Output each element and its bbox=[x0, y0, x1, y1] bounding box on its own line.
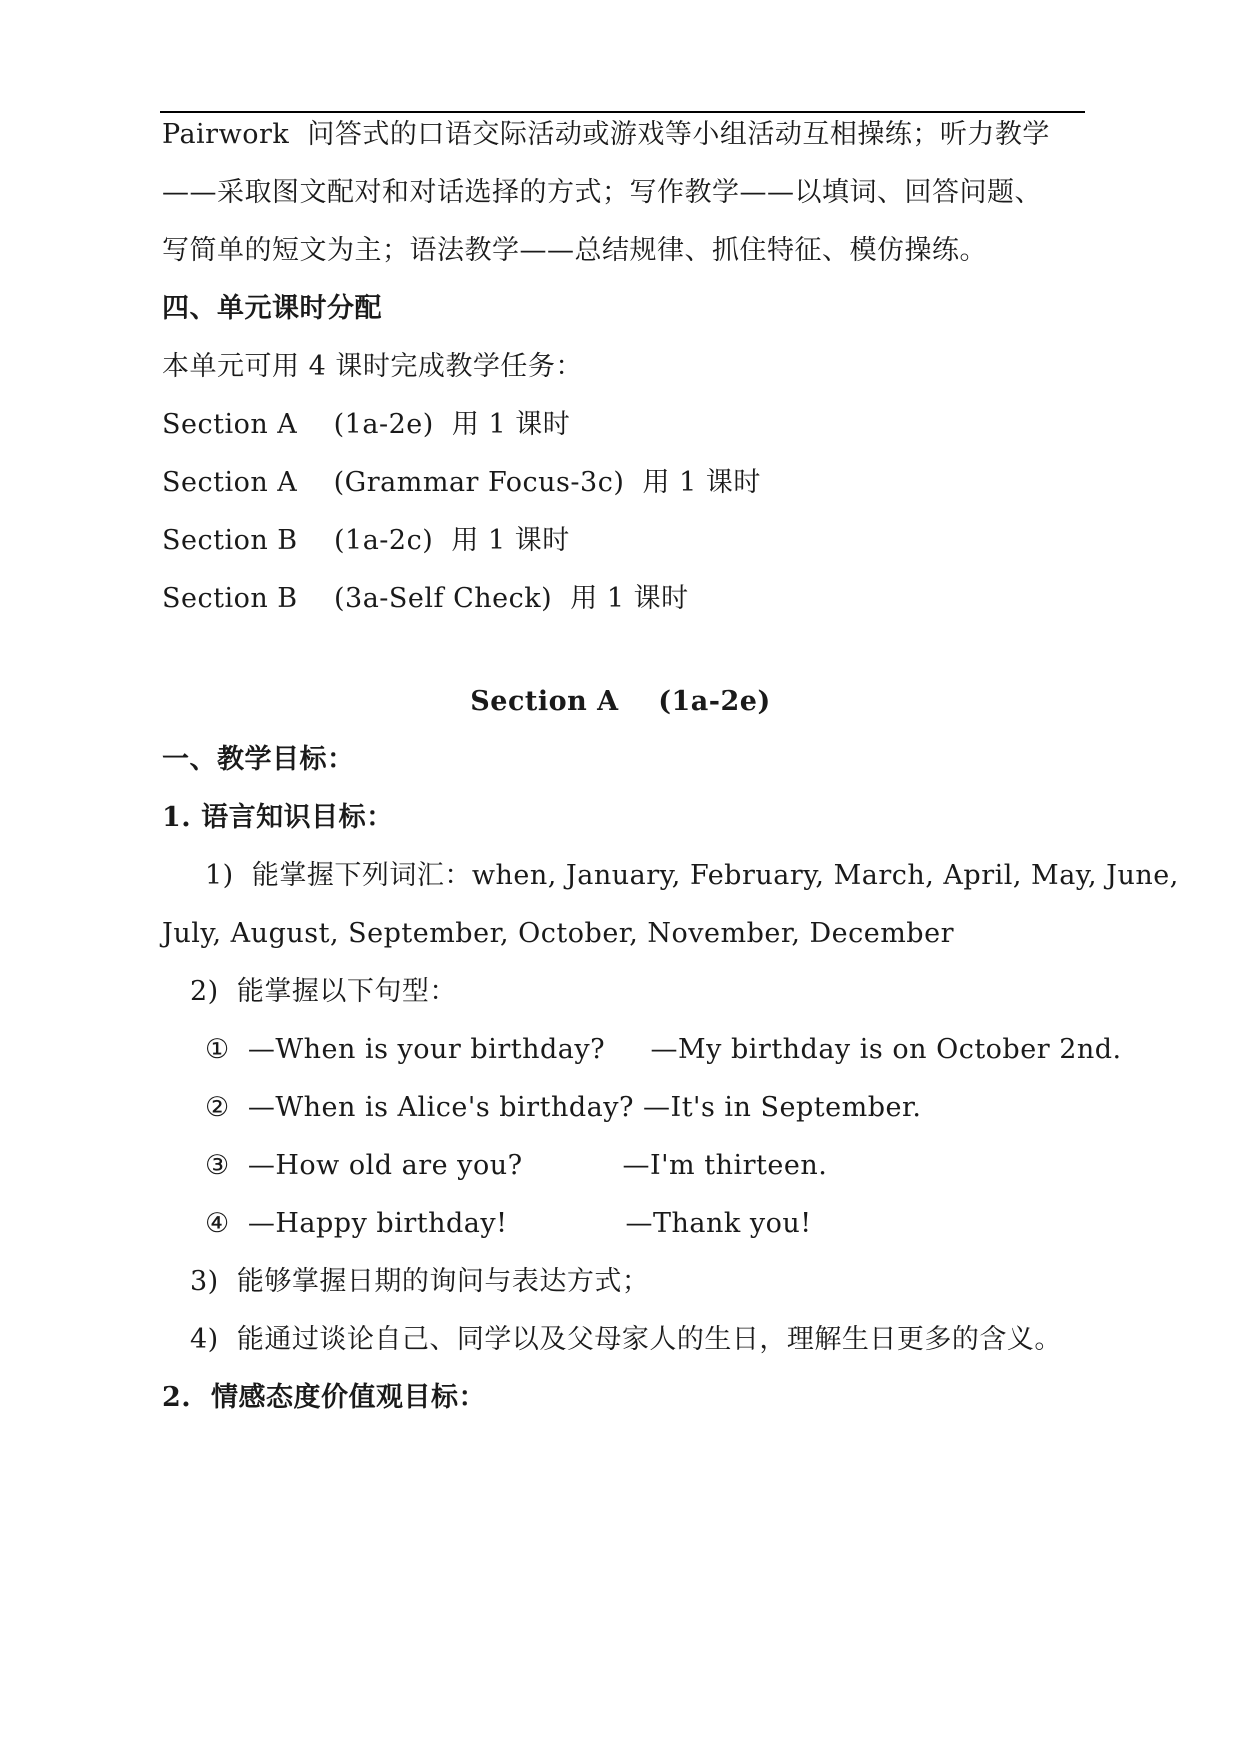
sentence-pattern: ③ —How old are you? —I'm thirteen. bbox=[205, 1150, 828, 1181]
paragraph-line: 写简单的短文为主；语法教学——总结规律、抓住特征、模仿操练。 bbox=[162, 235, 987, 266]
objective-item: 4) 能通过谈论自己、同学以及父母家人的生日，理解生日更多的含义。 bbox=[190, 1324, 1062, 1355]
objective-item: 3) 能够掌握日期的询问与表达方式； bbox=[190, 1266, 650, 1297]
header-rule bbox=[160, 111, 1085, 113]
objective-item: 1) 能掌握下列词汇：when, January, February, March, April, May, June, bbox=[205, 860, 1179, 891]
attitude-objectives-heading: 2. 情感态度价值观目标： bbox=[162, 1382, 486, 1413]
schedule-item: Section B (1a-2c) 用 1 课时 bbox=[162, 525, 570, 556]
sentence-pattern: ② —When is Alice's birthday? —It's in September. bbox=[205, 1092, 922, 1123]
sentence-pattern: ④ —Happy birthday! —Thank you! bbox=[205, 1208, 812, 1239]
paragraph-line: ——采取图文配对和对话选择的方式；写作教学——以填词、回答问题、 bbox=[162, 177, 1042, 208]
section-heading: 四、单元课时分配 bbox=[162, 293, 382, 324]
section-title: Section A (1a-2e) bbox=[470, 686, 771, 717]
sentence-pattern: ① —When is your birthday? —My birthday is on October 2nd. bbox=[205, 1034, 1122, 1065]
paragraph-line: Pairwork 问答式的口语交际活动或游戏等小组活动互相操练；听力教学 bbox=[162, 119, 1050, 150]
schedule-item: Section A (1a-2e) 用 1 课时 bbox=[162, 409, 571, 440]
intro-text: 本单元可用 4 课时完成教学任务： bbox=[162, 351, 583, 382]
objective-item-continued: July, August, September, October, November, December bbox=[162, 918, 954, 949]
objective-item: 2) 能掌握以下句型： bbox=[190, 976, 457, 1007]
objectives-heading: 一、教学目标： bbox=[162, 744, 355, 775]
language-objectives-heading: 1. 语言知识目标： bbox=[162, 802, 394, 833]
schedule-item: Section B (3a-Self Check) 用 1 课时 bbox=[162, 583, 689, 614]
schedule-item: Section A (Grammar Focus-3c) 用 1 课时 bbox=[162, 467, 761, 498]
